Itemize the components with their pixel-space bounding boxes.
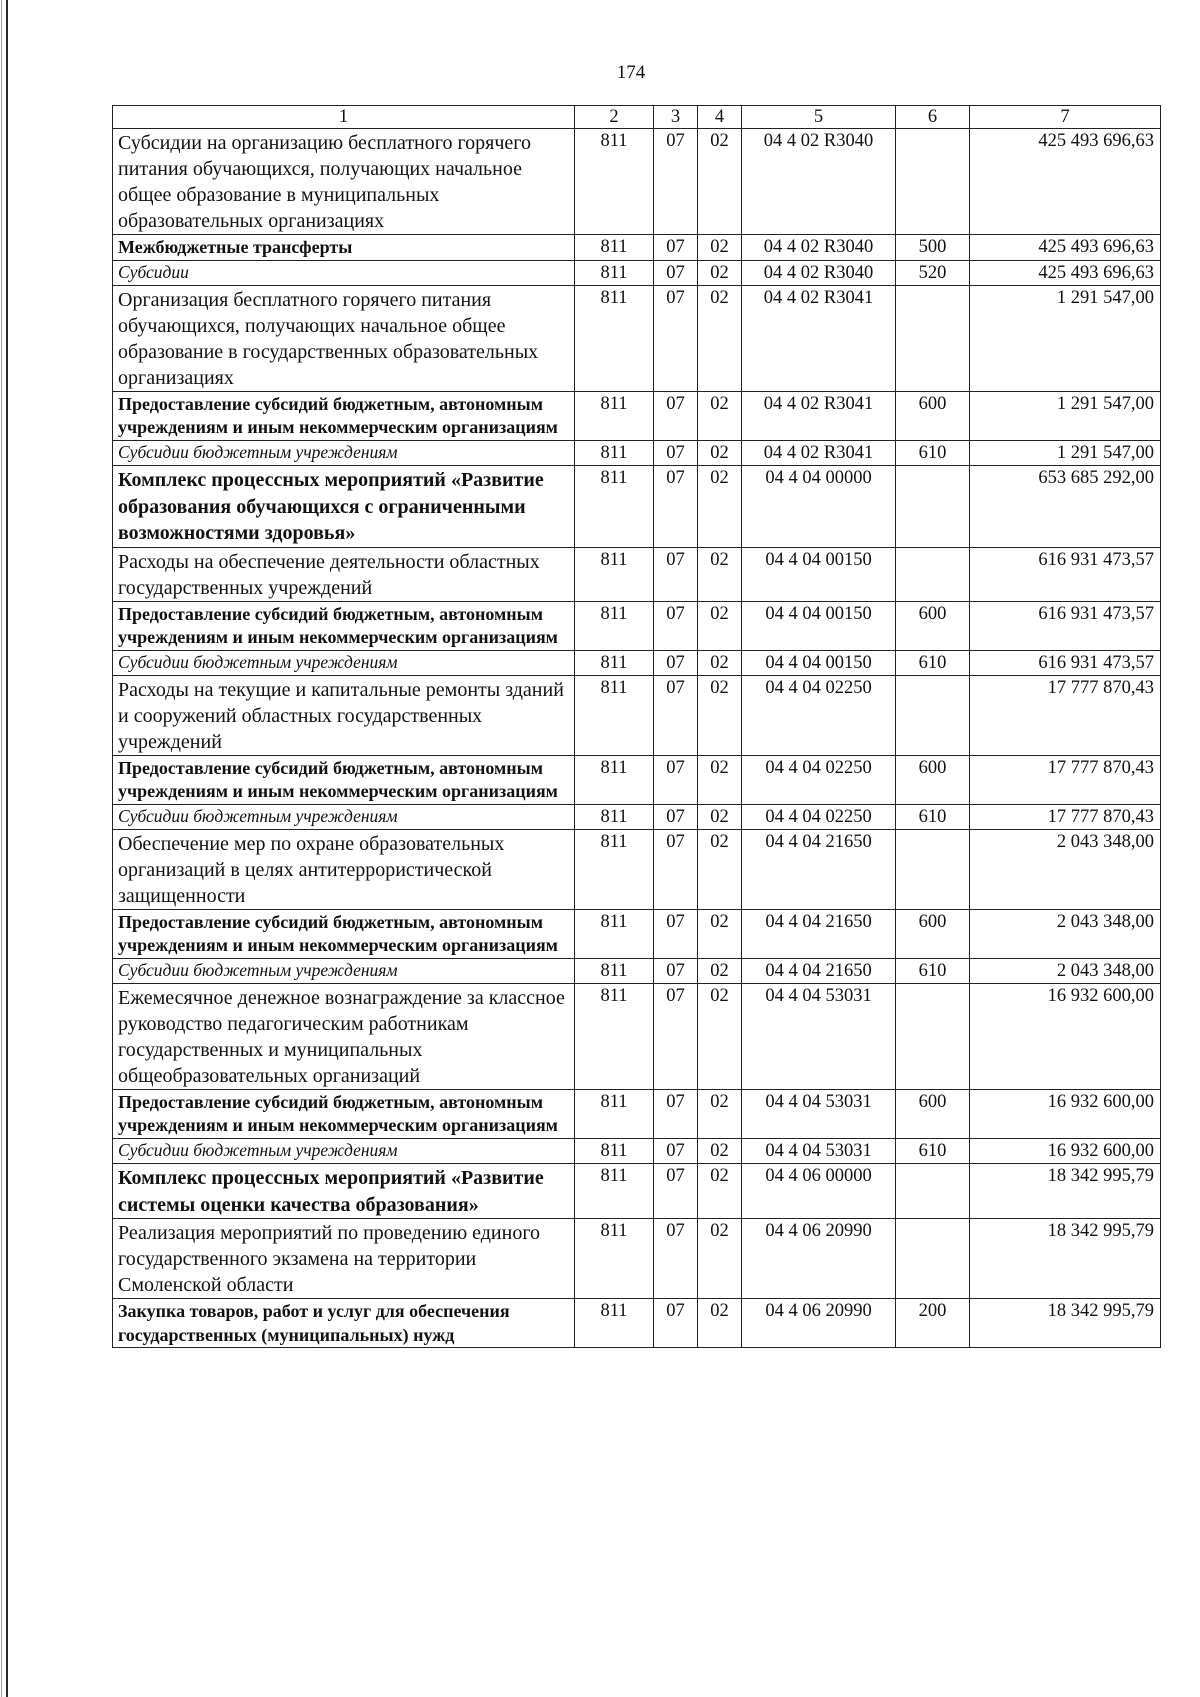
row-name: Субсидии бюджетным учреждениям [113,1138,575,1163]
header-col-6: 6 [896,106,970,129]
row-expense-type [896,465,970,547]
row-target-article: 04 4 04 21650 [742,958,896,983]
row-target-article: 04 4 04 21650 [742,829,896,909]
table-row [113,1299,1161,1348]
table-row [113,129,1161,235]
row-subsection: 02 [698,829,742,909]
row-admin-code: 811 [575,440,654,465]
row-admin-code: 811 [575,1089,654,1138]
row-amount: 2 043 348,00 [970,909,1161,958]
row-amount: 616 931 473,57 [970,547,1161,601]
table-row [113,829,1161,909]
row-amount: 2 043 348,00 [970,829,1161,909]
row-amount: 16 932 600,00 [970,1138,1161,1163]
row-section: 07 [654,440,698,465]
row-subsection: 02 [698,260,742,285]
row-admin-code: 811 [575,650,654,675]
row-section: 07 [654,1299,698,1348]
row-expense-type [896,829,970,909]
row-section: 07 [654,829,698,909]
row-subsection: 02 [698,285,742,391]
row-section: 07 [654,958,698,983]
row-target-article: 04 4 04 21650 [742,909,896,958]
row-subsection: 02 [698,440,742,465]
row-section: 07 [654,129,698,235]
row-name: Комплекс процессных мероприятий «Развитие системы оценки качества образования» [113,1164,575,1219]
row-name: Субсидии бюджетным учреждениям [113,440,575,465]
row-target-article: 04 4 06 20990 [742,1299,896,1348]
row-expense-type [896,675,970,755]
header-col-1: 1 [113,106,575,129]
row-admin-code: 811 [575,958,654,983]
header-col-3: 3 [654,106,698,129]
row-section: 07 [654,260,698,285]
row-name: Предоставление субсидий бюджетным, автономным учреждениям и иным некоммерческим организациям [113,909,575,958]
row-expense-type: 610 [896,440,970,465]
row-subsection: 02 [698,235,742,260]
row-section: 07 [654,465,698,547]
row-subsection: 02 [698,804,742,829]
row-name: Закупка товаров, работ и услуг для обеспечения государственных (муниципальных) нужд [113,1299,575,1348]
row-subsection: 02 [698,601,742,650]
row-target-article: 04 4 04 00150 [742,547,896,601]
row-admin-code: 811 [575,391,654,440]
row-amount: 18 342 995,79 [970,1219,1161,1299]
row-amount: 16 932 600,00 [970,1089,1161,1138]
table-row [113,650,1161,675]
row-amount: 616 931 473,57 [970,650,1161,675]
row-expense-type: 600 [896,755,970,804]
row-subsection: 02 [698,755,742,804]
table-row [113,909,1161,958]
row-amount: 17 777 870,43 [970,804,1161,829]
table-row [113,260,1161,285]
table-body [113,106,1161,1348]
row-expense-type: 610 [896,804,970,829]
row-admin-code: 811 [575,983,654,1089]
budget-table [112,105,1161,1348]
row-section: 07 [654,547,698,601]
table-row [113,1164,1161,1219]
row-expense-type: 610 [896,958,970,983]
row-expense-type: 600 [896,601,970,650]
row-amount: 18 342 995,79 [970,1299,1161,1348]
row-name: Реализация мероприятий по проведению единого государственного экзамена на территории Смоленской области [113,1219,575,1299]
row-amount: 16 932 600,00 [970,983,1161,1089]
table-row [113,1089,1161,1138]
row-expense-type [896,983,970,1089]
row-target-article: 04 4 04 00000 [742,465,896,547]
row-admin-code: 811 [575,601,654,650]
row-name: Субсидии бюджетным учреждениям [113,804,575,829]
row-target-article: 04 4 04 00150 [742,650,896,675]
row-admin-code: 811 [575,1138,654,1163]
row-admin-code: 811 [575,675,654,755]
row-name: Расходы на обеспечение деятельности областных государственных учреждений [113,547,575,601]
table-row [113,755,1161,804]
row-name: Субсидии бюджетным учреждениям [113,650,575,675]
row-target-article: 04 4 04 02250 [742,755,896,804]
row-expense-type: 520 [896,260,970,285]
header-col-5: 5 [742,106,896,129]
row-subsection: 02 [698,1138,742,1163]
row-admin-code: 811 [575,755,654,804]
row-target-article: 04 4 06 20990 [742,1219,896,1299]
table-row [113,958,1161,983]
row-target-article: 04 4 04 53031 [742,1138,896,1163]
table-row [113,440,1161,465]
header-col-4: 4 [698,106,742,129]
row-target-article: 04 4 04 02250 [742,675,896,755]
row-amount: 2 043 348,00 [970,958,1161,983]
row-admin-code: 811 [575,1219,654,1299]
row-admin-code: 811 [575,547,654,601]
row-name: Расходы на текущие и капитальные ремонты зданий и сооружений областных государственных учреждений [113,675,575,755]
table-header-row [113,106,1161,129]
row-admin-code: 811 [575,129,654,235]
row-subsection: 02 [698,391,742,440]
row-subsection: 02 [698,1219,742,1299]
row-expense-type [896,285,970,391]
row-section: 07 [654,235,698,260]
row-name: Обеспечение мер по охране образовательных организаций в целях антитеррористической защищенности [113,829,575,909]
row-section: 07 [654,601,698,650]
row-subsection: 02 [698,675,742,755]
row-section: 07 [654,650,698,675]
row-section: 07 [654,1219,698,1299]
row-name: Предоставление субсидий бюджетным, автономным учреждениям и иным некоммерческим организациям [113,1089,575,1138]
row-subsection: 02 [698,983,742,1089]
row-name: Предоставление субсидий бюджетным, автономным учреждениям и иным некоммерческим организациям [113,755,575,804]
header-col-7: 7 [970,106,1161,129]
table-row [113,1138,1161,1163]
row-name: Комплекс процессных мероприятий «Развитие образования обучающихся с ограниченными возможностями здоровья» [113,465,575,547]
row-section: 07 [654,1089,698,1138]
table-row [113,983,1161,1089]
row-expense-type [896,547,970,601]
row-admin-code: 811 [575,804,654,829]
row-amount: 1 291 547,00 [970,285,1161,391]
row-admin-code: 811 [575,829,654,909]
row-section: 07 [654,1138,698,1163]
table-row [113,465,1161,547]
table-row [113,547,1161,601]
table-row [113,1219,1161,1299]
row-admin-code: 811 [575,260,654,285]
row-target-article: 04 4 02 R3041 [742,285,896,391]
row-section: 07 [654,675,698,755]
row-target-article: 04 4 06 00000 [742,1164,896,1219]
row-amount: 17 777 870,43 [970,755,1161,804]
row-subsection: 02 [698,650,742,675]
row-subsection: 02 [698,129,742,235]
table-row [113,285,1161,391]
header-col-2: 2 [575,106,654,129]
row-expense-type: 610 [896,1138,970,1163]
row-admin-code: 811 [575,1299,654,1348]
row-expense-type: 600 [896,909,970,958]
row-section: 07 [654,909,698,958]
row-amount: 653 685 292,00 [970,465,1161,547]
row-target-article: 04 4 04 53031 [742,1089,896,1138]
row-admin-code: 811 [575,285,654,391]
row-expense-type: 600 [896,1089,970,1138]
table-row [113,391,1161,440]
row-admin-code: 811 [575,235,654,260]
row-name: Субсидии на организацию бесплатного горячего питания обучающихся, получающих начальное общее образование в муниципальных образовательных организациях [113,129,575,235]
row-subsection: 02 [698,909,742,958]
row-amount: 1 291 547,00 [970,391,1161,440]
row-subsection: 02 [698,1164,742,1219]
row-admin-code: 811 [575,465,654,547]
row-target-article: 04 4 02 R3041 [742,440,896,465]
row-amount: 425 493 696,63 [970,129,1161,235]
row-amount: 425 493 696,63 [970,260,1161,285]
row-subsection: 02 [698,547,742,601]
row-target-article: 04 4 02 R3040 [742,235,896,260]
row-amount: 1 291 547,00 [970,440,1161,465]
row-name: Предоставление субсидий бюджетным, автономным учреждениям и иным некоммерческим организациям [113,601,575,650]
row-target-article: 04 4 02 R3040 [742,260,896,285]
row-name: Межбюджетные трансферты [113,235,575,260]
row-name: Организация бесплатного горячего питания обучающихся, получающих начальное общее образование в государственных образовательных организациях [113,285,575,391]
row-admin-code: 811 [575,909,654,958]
row-amount: 18 342 995,79 [970,1164,1161,1219]
row-section: 07 [654,755,698,804]
row-expense-type: 610 [896,650,970,675]
row-subsection: 02 [698,958,742,983]
page-number: 174 [616,62,646,83]
row-section: 07 [654,391,698,440]
row-admin-code: 811 [575,1164,654,1219]
table-row [113,675,1161,755]
row-target-article: 04 4 02 R3041 [742,391,896,440]
row-amount: 425 493 696,63 [970,235,1161,260]
row-target-article: 04 4 02 R3040 [742,129,896,235]
scan-edge-shadow [6,0,8,1697]
table-row [113,601,1161,650]
row-name: Ежемесячное денежное вознаграждение за классное руководство педагогическим работникам государственных и муниципальных общеобразовательных организаций [113,983,575,1089]
row-subsection: 02 [698,465,742,547]
row-name: Предоставление субсидий бюджетным, автономным учреждениям и иным некоммерческим организациям [113,391,575,440]
row-target-article: 04 4 04 53031 [742,983,896,1089]
row-name: Субсидии бюджетным учреждениям [113,958,575,983]
row-section: 07 [654,285,698,391]
scan-edge-line [1,0,2,1697]
row-section: 07 [654,983,698,1089]
row-subsection: 02 [698,1089,742,1138]
row-target-article: 04 4 04 02250 [742,804,896,829]
row-amount: 616 931 473,57 [970,601,1161,650]
row-name: Субсидии [113,260,575,285]
row-expense-type [896,129,970,235]
table-row [113,235,1161,260]
row-section: 07 [654,1164,698,1219]
row-amount: 17 777 870,43 [970,675,1161,755]
table-row [113,804,1161,829]
row-section: 07 [654,804,698,829]
row-expense-type: 500 [896,235,970,260]
row-target-article: 04 4 04 00150 [742,601,896,650]
row-expense-type [896,1164,970,1219]
row-expense-type [896,1219,970,1299]
row-expense-type: 200 [896,1299,970,1348]
row-subsection: 02 [698,1299,742,1348]
row-expense-type: 600 [896,391,970,440]
